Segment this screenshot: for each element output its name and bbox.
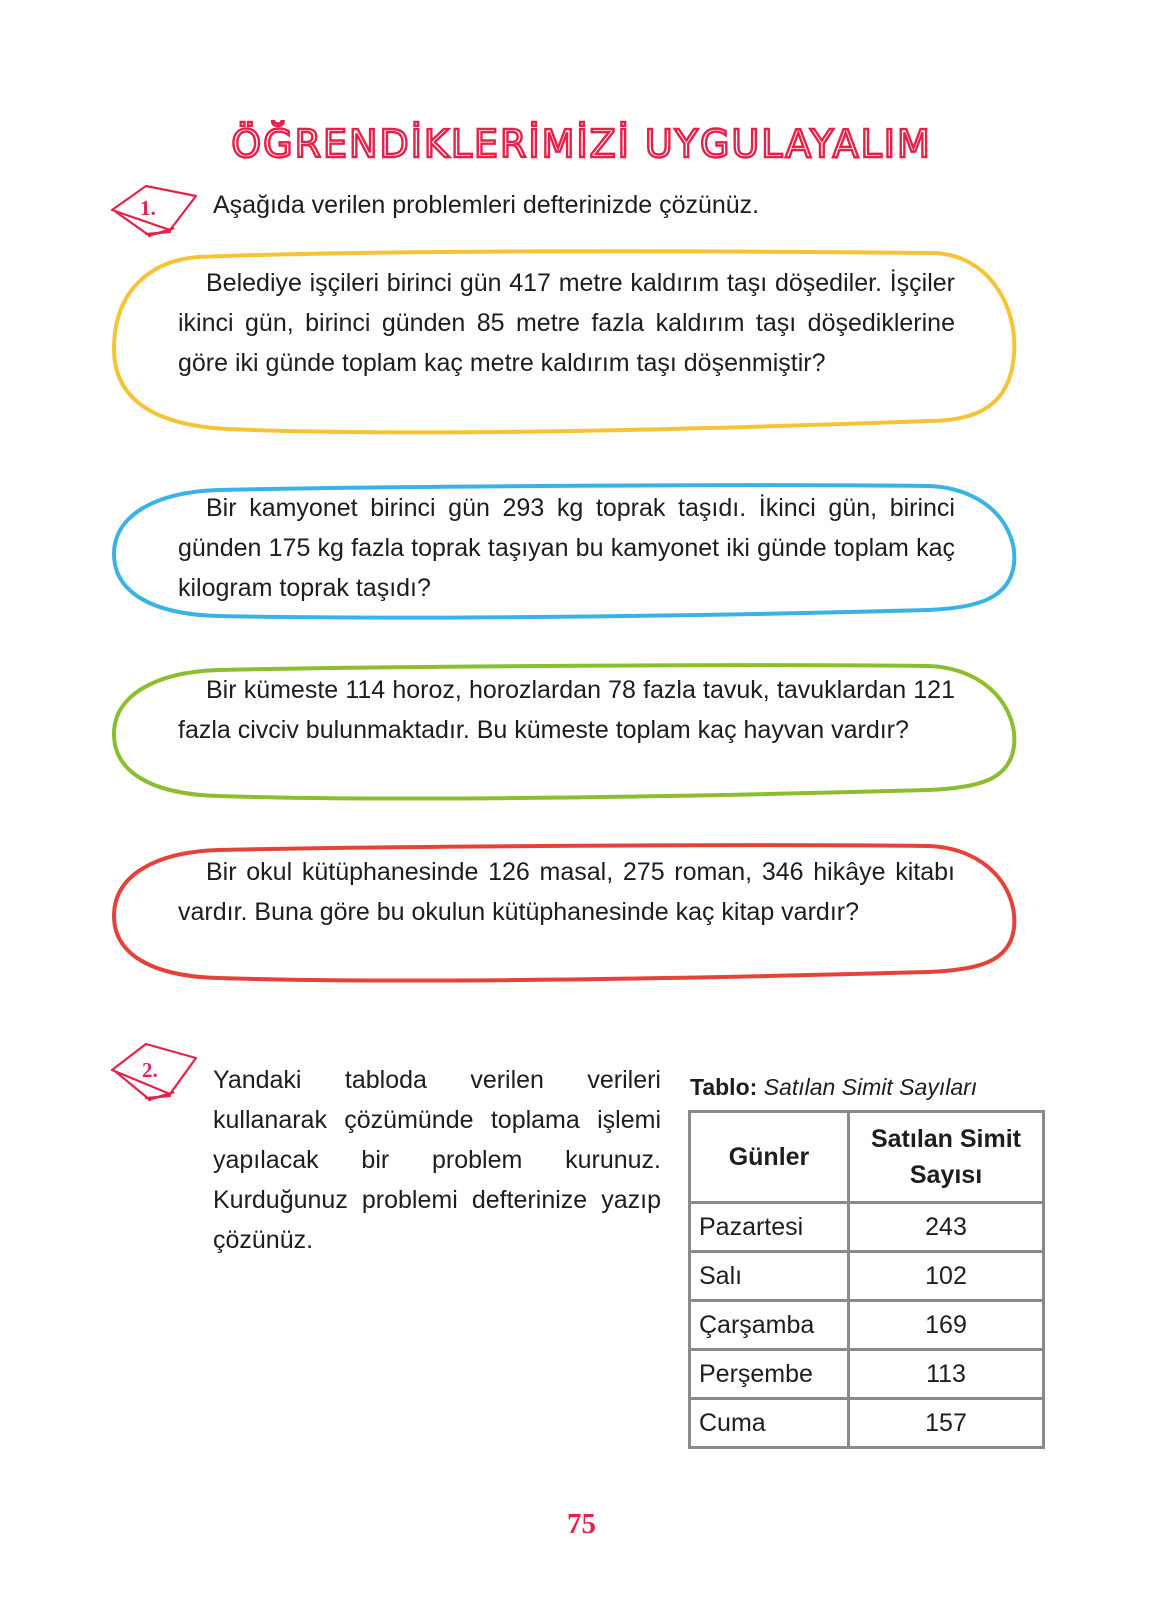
row-day: Pazartesi <box>690 1203 849 1252</box>
header-count: Satılan Simit Sayısı <box>849 1112 1044 1203</box>
problem-text-4: Bir okul kütüphanesinde 126 masal, 275 roman, 346 hikâye kitabı vardır. Buna göre bu okulun kütüphanesinde kaç kitap vardır? <box>178 858 955 926</box>
problem-text-3: Bir kümeste 114 horoz, horozlardan 78 fazla tavuk, tavuklardan 121 fazla civciv bulunmaktadır. Bu kümeste toplam kaç hayvan vardır? <box>178 676 955 744</box>
header-days: Günler <box>690 1112 849 1203</box>
row-count: 102 <box>849 1252 1044 1301</box>
row-count: 169 <box>849 1301 1044 1350</box>
page-number: 75 <box>567 1508 596 1540</box>
row-count: 243 <box>849 1203 1044 1252</box>
simit-sales-table <box>688 1110 1045 1449</box>
row-day: Çarşamba <box>690 1301 849 1350</box>
problem-bubble-3 <box>108 660 1024 810</box>
question-2-marker <box>108 1036 208 1110</box>
table-caption <box>690 1074 977 1101</box>
row-day: Salı <box>690 1252 849 1301</box>
page-title: ÖĞRENDİKLERİMİZİ UYGULAYALIM <box>231 122 932 166</box>
question-1-number: 1. <box>140 196 156 220</box>
row-day: Perşembe <box>690 1350 849 1399</box>
pencil-marker-icon <box>108 1036 208 1110</box>
question-1-instruction: Aşağıda verilen problemleri defterinizde çözünüz. <box>213 191 760 219</box>
problem-text-1: Belediye işçileri birinci gün 417 metre kaldırım taşı döşediler. İşçiler ikinci gün, birinci günden 85 metre fazla kaldırım taşı döşediklerine göre iki günde toplam kaç metre kaldırım taşı döşenmiştir? <box>178 269 955 377</box>
table-row <box>690 1203 1044 1252</box>
table-caption-title: Satılan Simit Sayıları <box>763 1074 978 1100</box>
problem-bubble-4 <box>108 840 1024 992</box>
table-caption-label: Tablo: <box>690 1074 758 1100</box>
problem-text-2: Bir kamyonet birinci gün 293 kg toprak taşıdı. İkinci gün, birinci günden 175 kg fazla toprak taşıyan bu kamyonet iki günde toplam kaç kilogram toprak taşıdı? <box>178 494 955 602</box>
question-1-marker <box>108 178 208 242</box>
row-day: Cuma <box>690 1399 849 1448</box>
problem-bubble-2 <box>108 478 1024 628</box>
table-row <box>690 1350 1044 1399</box>
question-2-number: 2. <box>142 1058 158 1082</box>
row-count: 157 <box>849 1399 1044 1448</box>
pencil-marker-icon <box>108 178 208 242</box>
row-count: 113 <box>849 1350 1044 1399</box>
table-row <box>690 1252 1044 1301</box>
table-row <box>690 1301 1044 1350</box>
question-2-text: Yandaki tabloda verilen verileri kullanarak çözümünde toplama işlemi yapılacak bir problem kurunuz. Kurduğunuz problemi defterinize yazıp çözünüz. <box>213 1066 661 1254</box>
table-row <box>690 1399 1044 1448</box>
table-header-row <box>690 1112 1044 1203</box>
problem-bubble-1 <box>108 245 1024 445</box>
